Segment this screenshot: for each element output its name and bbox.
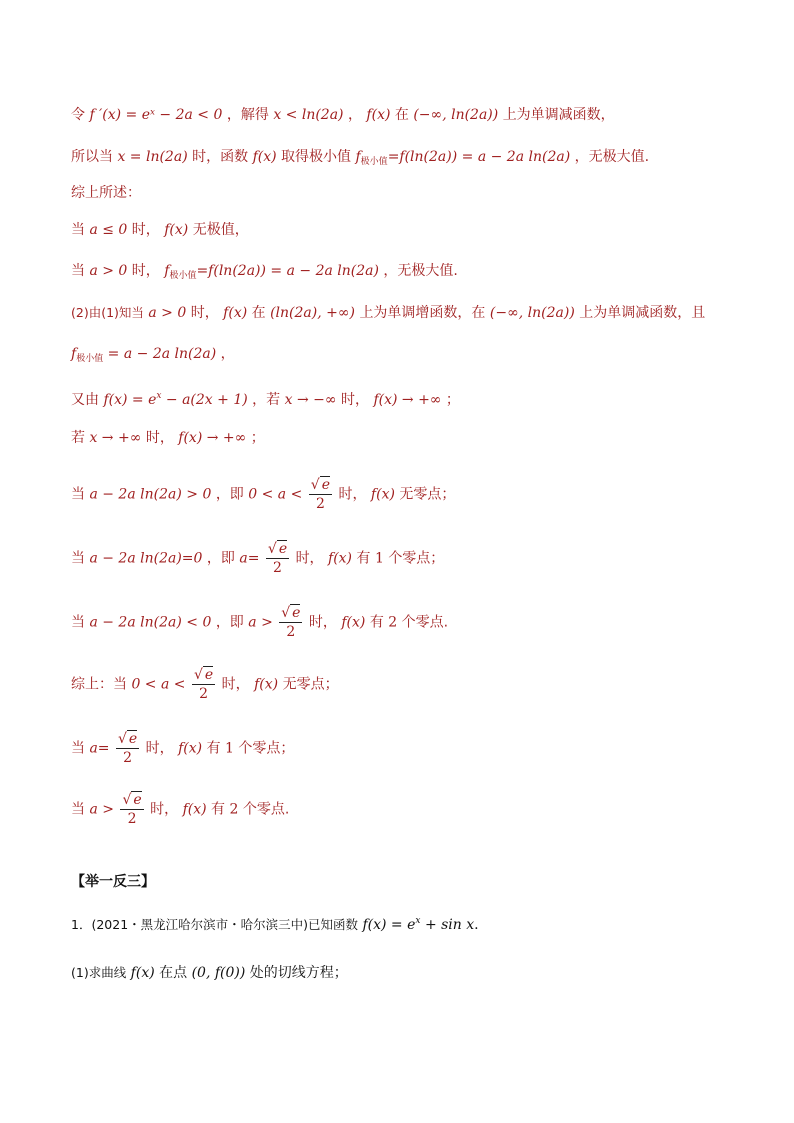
math-expr: f(x) = e <box>103 392 157 408</box>
problem-statement <box>71 910 774 936</box>
math-function: f(x) <box>178 740 203 757</box>
math-expr: 0 < a < <box>248 486 303 503</box>
text: 上为单调减函数，且 <box>579 305 706 321</box>
math-limit: f(x) → +∞ <box>178 430 247 446</box>
text: 所以当 <box>71 149 113 165</box>
math-function: f(x) <box>366 107 391 123</box>
math-f: f <box>164 263 170 279</box>
text: 当 <box>71 740 85 757</box>
numerator: e <box>292 605 301 621</box>
count: 2 <box>388 614 398 631</box>
text: 个零点； <box>238 740 295 757</box>
solution-line-3 <box>71 182 774 204</box>
fraction-sqrt-e-over-2: $\frac{√ e}{2}$ <box>267 541 288 576</box>
text: 令 <box>71 107 85 123</box>
fraction-sqrt-e-over-2: $\frac{√ e}{2}$ <box>117 731 138 766</box>
solution-line-4 <box>71 219 774 241</box>
math-expr: + sin x <box>424 917 475 933</box>
math-expr: x = ln(2a) <box>117 149 188 165</box>
text: (1)求曲线 <box>71 965 127 980</box>
denominator: 2 <box>286 624 296 640</box>
math-point: (0, f(0)) <box>191 965 246 981</box>
superscript: x <box>156 391 162 401</box>
text: 若 <box>71 430 85 446</box>
text: 在 <box>251 305 266 321</box>
math-f: f <box>71 346 77 362</box>
numerator: e <box>204 667 214 683</box>
text: 当 <box>71 263 85 279</box>
text: 时， <box>190 305 219 321</box>
subscript: 极小值 <box>169 271 197 281</box>
math-interval: (−∞, ln(2a)) <box>489 305 575 321</box>
solution-line-6 <box>71 302 774 324</box>
subscript: 极小值 <box>360 157 388 167</box>
sub-question-1 <box>71 962 774 984</box>
math-expr: 0 < a < <box>131 676 186 693</box>
text: 时， <box>295 550 324 567</box>
text: 时， <box>221 676 250 693</box>
text: 当 <box>71 550 85 567</box>
math-expr: a ≤ 0 <box>89 222 128 238</box>
math-limit: x → −∞ <box>284 392 337 408</box>
text: 处的切线方程； <box>249 965 348 981</box>
text: 上为单调减函数， <box>502 107 615 123</box>
numerator: e <box>133 792 142 808</box>
text: 时， <box>131 263 160 279</box>
solution-line-11 <box>71 540 774 577</box>
math-function: f(x) <box>164 222 189 238</box>
math-function: f(x) <box>328 550 353 567</box>
section-title: 【举一反三】 <box>71 874 155 890</box>
text: ， <box>347 107 362 123</box>
text: ； <box>445 392 460 408</box>
text: ，无极大值. <box>383 263 458 279</box>
solution-line-7 <box>71 343 774 370</box>
math-interval: (−∞, ln(2a)) <box>413 107 499 123</box>
text: 时， <box>150 801 179 818</box>
denominator: 2 <box>315 496 325 512</box>
text: 当 <box>71 801 85 818</box>
solution-line-9 <box>71 427 774 449</box>
text: 有 <box>211 801 226 818</box>
text: ，解得 <box>226 107 269 123</box>
text: 时， <box>145 740 174 757</box>
math-limit: x → +∞ <box>89 430 142 446</box>
math-expr: − a(2x + 1) <box>165 392 248 408</box>
count: 1 <box>374 550 384 567</box>
math-limit: f(x) → +∞ <box>373 392 442 408</box>
math-function: f(x) <box>254 676 279 693</box>
text: ，即 <box>215 486 244 503</box>
math-expr: a > 0 <box>148 305 187 321</box>
problem-prefix: 1．(2021・黑龙江哈尔滨市・哈尔滨三中)已知函数 <box>71 917 359 932</box>
text: ； <box>250 430 265 446</box>
solution-line-5 <box>71 260 774 287</box>
denominator: 2 <box>123 750 133 766</box>
text: 时， <box>131 222 160 238</box>
text: 有 <box>356 550 371 567</box>
math-expr: a − 2a ln(2a)=0 <box>89 550 203 567</box>
text: 时， <box>340 392 369 408</box>
fraction-sqrt-e-over-2: $\frac{√ e}{2}$ <box>310 477 331 512</box>
math-inequality: x < ln(2a) <box>273 107 344 123</box>
math-expr: a > 0 <box>89 263 128 279</box>
math-f: f <box>355 149 361 165</box>
text: 个零点； <box>388 550 445 567</box>
text: 当 <box>71 486 85 503</box>
text: 综上：当 <box>71 676 127 693</box>
math-expr: =f(ln(2a)) = a − 2a ln(2a) <box>387 149 571 165</box>
solution-line-13 <box>71 666 774 703</box>
math-expr: = a − 2a ln(2a) <box>107 346 217 362</box>
math-expr: =f(ln(2a)) = a − 2a ln(2a) <box>196 263 379 279</box>
math-function: f(x) <box>223 305 248 321</box>
math-derivative: f ′(x) = eˣ − 2a < 0 <box>89 107 223 123</box>
math-function: f(x) <box>370 486 395 503</box>
math-expr: a= <box>89 740 110 757</box>
text: . <box>474 917 479 933</box>
text: 个零点. <box>242 801 290 818</box>
text: 在点 <box>159 965 188 981</box>
text: 当 <box>71 222 85 238</box>
numerator: e <box>278 541 288 557</box>
superscript: x <box>415 916 421 926</box>
text: 有 <box>369 614 384 631</box>
math-expr: a > <box>89 801 114 818</box>
text: 个零点. <box>401 614 449 631</box>
text: (2)由(1)知当 <box>71 305 144 320</box>
fraction-sqrt-e-over-2: $\frac{√ e}{2}$ <box>122 792 142 827</box>
math-expr: a > <box>248 614 273 631</box>
math-interval: (ln(2a), +∞) <box>270 305 355 321</box>
text: 时， <box>338 486 367 503</box>
text: 取得极小值 <box>281 149 352 165</box>
solution-line-12 <box>71 604 774 641</box>
solution-line-8 <box>71 385 774 411</box>
text: 上为单调增函数，在 <box>359 305 486 321</box>
text: ， <box>220 346 235 362</box>
text: ，即 <box>215 614 244 631</box>
denominator: 2 <box>127 811 137 827</box>
math-expr: a= <box>239 550 260 567</box>
text: 有 <box>206 740 221 757</box>
solution-line-2 <box>71 146 774 173</box>
solution-line-1 <box>71 104 774 126</box>
text: 综上所述： <box>71 185 141 201</box>
denominator: 2 <box>273 560 282 576</box>
fraction-sqrt-e-over-2: $\frac{√ e}{2}$ <box>193 667 214 702</box>
fraction-sqrt-e-over-2: $\frac{√ e}{2}$ <box>281 605 301 640</box>
numerator: e <box>128 731 138 747</box>
text: 当 <box>71 614 85 631</box>
text: ，若 <box>252 392 281 408</box>
math-expr: f(x) = e <box>362 917 416 933</box>
solution-line-10 <box>71 476 774 513</box>
subscript: 极小值 <box>76 354 104 364</box>
math-function: f(x) <box>252 149 277 165</box>
math-function: f(x) <box>182 801 207 818</box>
solution-line-14 <box>71 730 774 767</box>
count: 2 <box>229 801 239 818</box>
count: 1 <box>225 740 234 757</box>
text: ，无极大值. <box>574 149 650 165</box>
math-expr: a − 2a ln(2a) > 0 <box>89 486 212 503</box>
text: 无零点； <box>282 676 339 693</box>
solution-line-15 <box>71 791 774 828</box>
text: ，即 <box>206 550 235 567</box>
numerator: e <box>321 477 331 493</box>
math-function: f(x) <box>341 614 366 631</box>
text: 无极值， <box>192 222 249 238</box>
math-expr: a − 2a ln(2a) < 0 <box>89 614 212 631</box>
text: 时， <box>308 614 337 631</box>
text: 无零点； <box>399 486 456 503</box>
math-function: f(x) <box>130 965 155 981</box>
text: 在 <box>394 107 409 123</box>
text: 时， <box>145 430 174 446</box>
denominator: 2 <box>199 686 209 702</box>
text: 又由 <box>71 392 99 408</box>
text: 时，函数 <box>192 149 249 165</box>
